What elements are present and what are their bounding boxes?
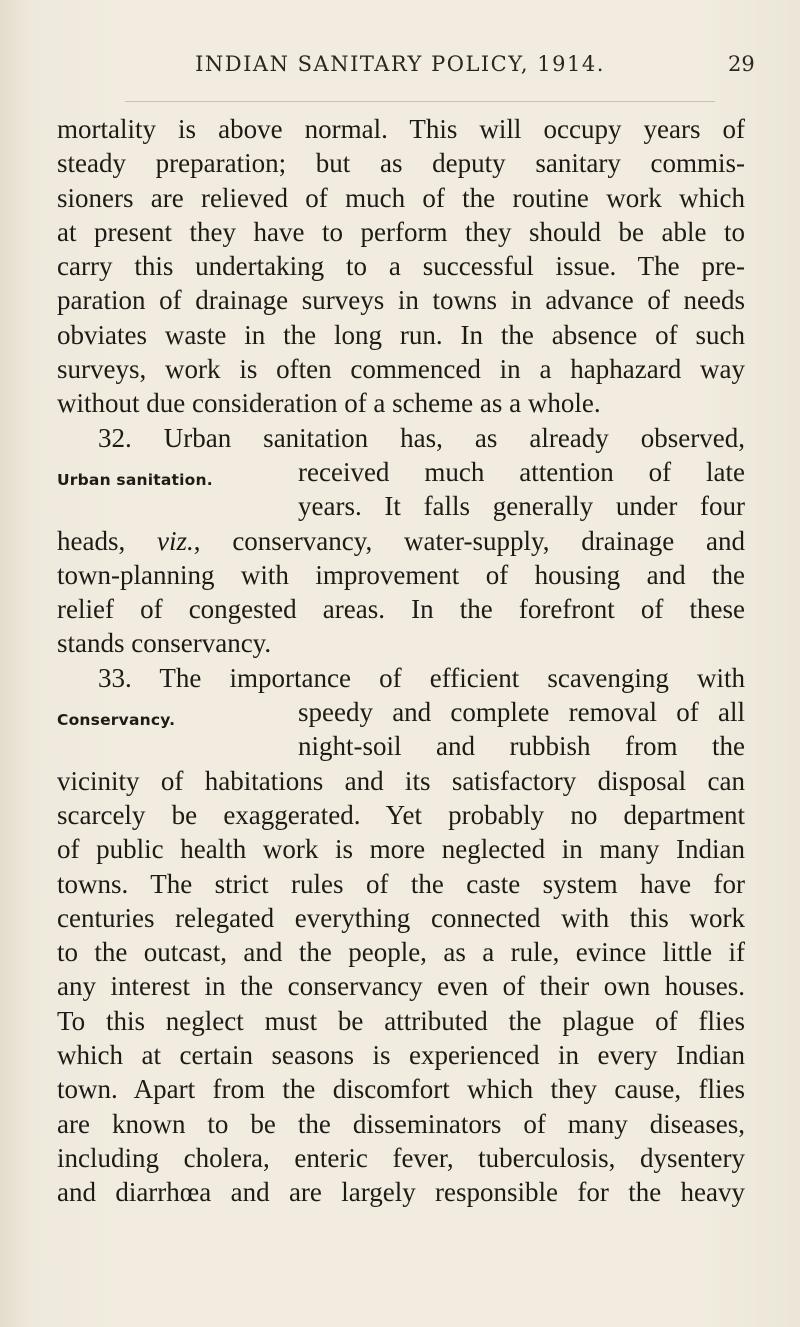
header-rule — [125, 101, 715, 102]
text-line: are known to be the disseminators of many diseases, — [57, 1108, 745, 1139]
text-line: vicinity of habitations and its satisfactory disposal can — [57, 765, 745, 796]
text-line: and diarrhœa and are largely responsible for the heavy — [57, 1177, 745, 1208]
sidenote-block — [57, 421, 745, 524]
text-line: steady preparation; but as deputy sanitary commis- — [57, 148, 745, 179]
text-line: centuries relegated everything connected with this work — [57, 902, 745, 933]
text-line: speedy and complete removal of all — [298, 697, 745, 728]
text-run: , conservancy, water-supply, drainage and — [193, 525, 745, 556]
text-line: surveys, work is often commenced in a haphazard way — [57, 354, 745, 385]
text-line: scarcely be exaggerated. Yet probably no department — [57, 799, 745, 830]
text-line: sioners are relieved of much of the routine work which — [57, 182, 745, 213]
text-line: stands conservancy. — [57, 628, 272, 659]
sidenote-conservancy: Conservancy. — [57, 710, 176, 729]
text-line: including cholera, enteric fever, tuberculosis, dysentery — [57, 1142, 745, 1173]
page-header — [0, 52, 800, 82]
text-line: night-soil and rubbish from the — [298, 731, 745, 762]
text-line: carry this undertaking to a successful issue. The pre- — [57, 251, 745, 282]
paragraph-33 — [57, 661, 745, 1210]
sidenote-urban-sanitation: Urban sanitation. — [57, 470, 213, 489]
text-line: To this neglect must be attributed the plague of flies — [57, 1005, 745, 1036]
text-line: at present they have to perform they should be able to — [57, 216, 745, 247]
text-line: 33. The importance of efficient scavenging with — [98, 662, 745, 693]
text-line: mortality is above normal. This will occupy years of — [57, 114, 745, 144]
text-line: towns. The strict rules of the caste system have for — [57, 868, 745, 899]
text-line: which at certain seasons is experienced in every Indian — [57, 1040, 745, 1071]
italic-text: viz. — [157, 525, 194, 556]
text-line: any interest in the conservancy even of their own houses. — [57, 971, 745, 1002]
text-line: received much attention of late — [298, 456, 745, 487]
text-line: obviates waste in the long run. In the absence of such — [57, 319, 745, 350]
body-text — [57, 112, 745, 1210]
paragraph-continued — [57, 112, 745, 421]
text-line: without due consideration of a scheme as a whole. — [57, 388, 601, 419]
text-line: of public health work is more neglected in many Indian — [57, 834, 745, 865]
text-line — [57, 524, 745, 558]
text-run: heads, — [57, 525, 158, 556]
text-line: relief of congested areas. In the forefront of these — [57, 594, 745, 625]
page-number: 29 — [728, 52, 755, 76]
text-line: town-planning with improvement of housing and the — [57, 559, 745, 590]
text-line: paration of drainage surveys in towns in advance of needs — [57, 285, 745, 316]
paragraph-32 — [57, 421, 745, 661]
text-line: town. Apart from the discomfort which they cause, flies — [57, 1074, 745, 1105]
sidenote-block — [57, 661, 745, 764]
text-line: to the outcast, and the people, as a rule, evince little if — [57, 937, 745, 968]
text-line: years. It falls generally under four — [298, 491, 745, 522]
text-line: 32. Urban sanitation has, as already observed, — [98, 422, 745, 453]
running-head: INDIAN SANITARY POLICY, 1914. — [195, 52, 605, 76]
